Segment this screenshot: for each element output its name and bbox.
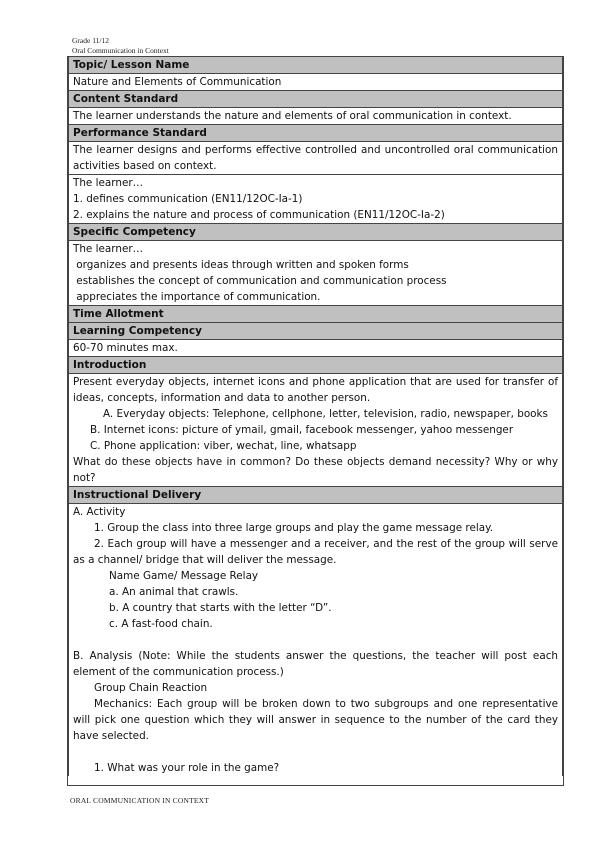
grade-label: Grade 11/12 <box>72 36 110 45</box>
specific-competency-heading: Specific Competency <box>69 224 563 241</box>
performance-standard-heading: Performance Standard <box>69 125 563 142</box>
time-allotment-heading: Time Allotment <box>69 306 563 323</box>
time-value: 60-70 minutes max. <box>69 340 563 357</box>
competency-item: 1. defines communication (EN11/12OC-Ia-1) <box>73 193 303 205</box>
content-standard-heading: Content Standard <box>69 91 563 108</box>
game-item: c. A fast-food chain. <box>109 618 213 630</box>
game-title: Name Game/ Message Relay <box>109 570 259 582</box>
activity-step: 2. Each group will have a messenger and a receiver, and the rest of the group will serve as a channel/ bridge that will deliver the message. <box>73 538 558 566</box>
specific-item: establishes the concept of communication and communication process <box>73 275 447 287</box>
spacer <box>73 632 558 648</box>
mechanics-text: Mechanics: Each group will be broken down to two subgroups and one representative will pick one question which they will answer in sequence to the number of the card they have selected. <box>73 698 558 742</box>
performance-standard-value: The learner designs and performs effective controlled and uncontrolled oral communication activities based on context. <box>69 142 563 175</box>
document-header <box>72 36 169 56</box>
specific-item: organizes and presents ideas through written and spoken forms <box>73 259 409 271</box>
instructional-delivery-cell <box>69 504 563 777</box>
document-footer: ORAL COMMUNICATION IN CONTEXT <box>70 796 210 805</box>
game-item: b. A country that starts with the letter “D”. <box>109 602 332 614</box>
phone-application-item: C. Phone application: viber, wechat, line, whatsapp <box>90 440 357 452</box>
competencies-intro: The learner… <box>73 177 144 189</box>
spacer <box>73 744 558 760</box>
topic-value: Nature and Elements of Communication <box>69 74 563 91</box>
learning-competency-heading: Learning Competency <box>69 323 563 340</box>
analysis-label: B. Analysis (Note: While the students answer the questions, the teacher will post each element of the communication process.) <box>73 650 558 678</box>
chain-title: Group Chain Reaction <box>94 682 208 694</box>
content-standard-value: The learner understands the nature and elements of oral communication in context. <box>69 108 563 125</box>
competencies-cell <box>69 175 563 224</box>
instructional-delivery-heading: Instructional Delivery <box>69 487 563 504</box>
introduction-cell <box>69 374 563 487</box>
specific-item: appreciates the importance of communication. <box>73 291 321 303</box>
game-item: a. An animal that crawls. <box>109 586 239 598</box>
competency-item: 2. explains the nature and process of communication (EN11/12OC-Ia-2) <box>73 209 445 221</box>
introduction-question: What do these objects have in common? Do these objects demand necessity? Why or why not? <box>73 456 558 484</box>
specific-intro: The learner… <box>73 243 144 255</box>
introduction-paragraph: Present everyday objects, internet icons and phone application that are used for transfer of ideas, concepts, information and data to another person. <box>73 376 558 404</box>
topic-heading: Topic/ Lesson Name <box>69 57 563 74</box>
internet-icons-item: B. Internet icons: picture of ymail, gmail, facebook messenger, yahoo messenger <box>90 424 514 436</box>
introduction-heading: Introduction <box>69 357 563 374</box>
lesson-plan-table <box>67 56 564 786</box>
everyday-objects-item: A. Everyday objects: Telephone, cellphone, letter, television, radio, newspaper, books <box>103 408 548 420</box>
activity-label: A. Activity <box>73 506 126 518</box>
activity-step: 1. Group the class into three large groups and play the game message relay. <box>94 522 494 534</box>
specific-competency-cell <box>69 241 563 306</box>
subject-label: Oral Communication in Context <box>72 46 169 55</box>
analysis-question: 1. What was your role in the game? <box>94 762 280 774</box>
